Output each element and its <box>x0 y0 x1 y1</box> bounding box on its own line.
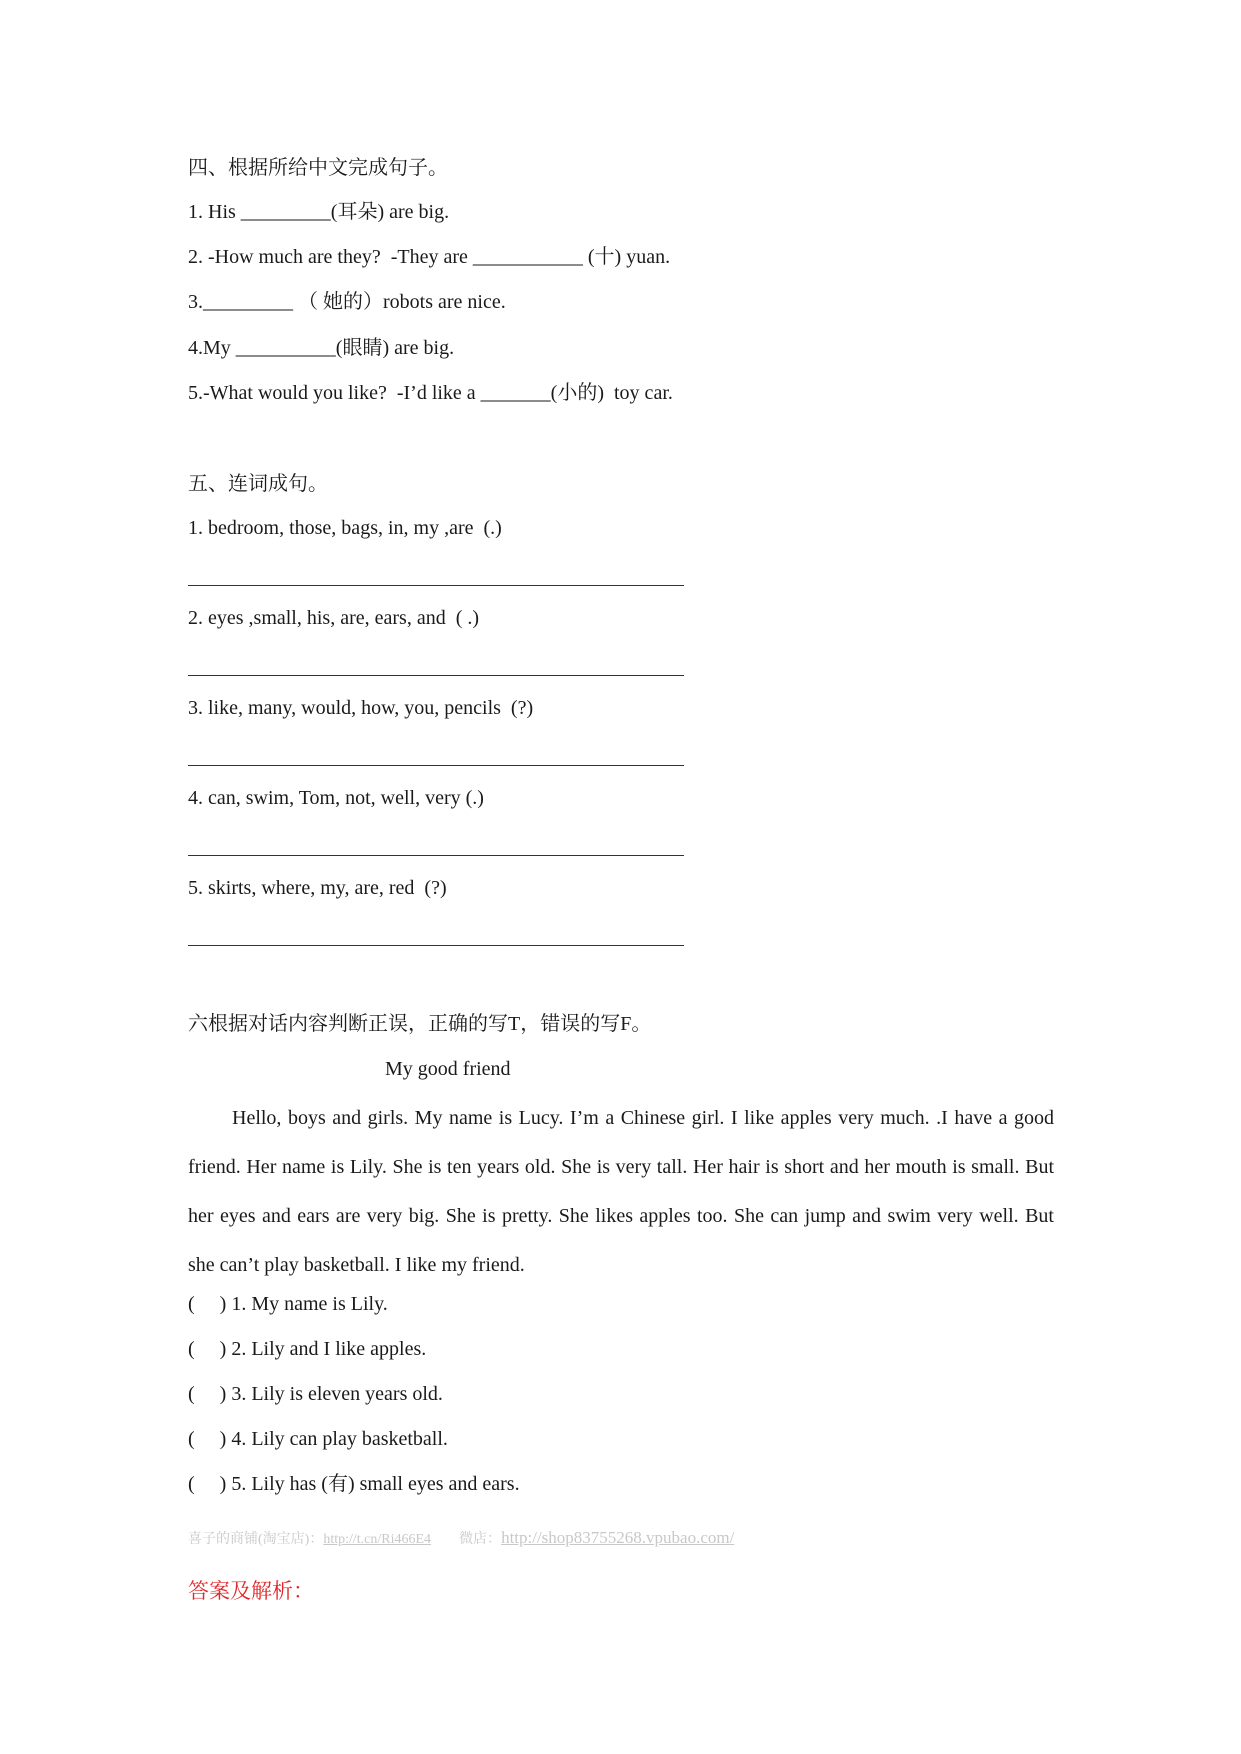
section5-item-1: 1. bedroom, those, bags, in, my ,are (.) <box>188 517 502 539</box>
section6-item-5: ( ) 5. Lily has (有) small eyes and ears. <box>188 1473 520 1495</box>
section6-item-3: ( ) 3. Lily is eleven years old. <box>188 1383 443 1405</box>
passage-text: Hello, boys and girls. My name is Lucy. I’m a Chinese girl. I like apples very much. .I have a good friend. Her name is Lily. She is ten years old. She is very tall. Her hair is short and her mouth is small. But her eyes and ears are very big. She is pretty. She likes apples too. She can jump and swim very well. But she can’t play basketball. I like my friend. <box>188 1107 1054 1276</box>
footer-spacer <box>431 1532 459 1547</box>
section5-item-2: 2. eyes ,small, his, are, ears, and ( .) <box>188 607 480 629</box>
section4-item-1: 1. His _________(耳朵) are big. <box>188 201 450 223</box>
section5-heading: 五、连词成句。 <box>188 473 328 495</box>
answers-heading: 答案及解析： <box>188 1579 314 1603</box>
section6-item-1: ( ) 1. My name is Lily. <box>188 1293 388 1315</box>
answer-line-4 <box>188 855 684 856</box>
wechat-label: 微店： <box>459 1532 502 1547</box>
watermark-footer <box>188 1529 734 1549</box>
section4-item-3: 3._________ （ 她的）robots are nice. <box>188 291 506 313</box>
section4-item-4: 4.My __________(眼睛) are big. <box>188 337 455 359</box>
passage-title: My good friend <box>385 1058 511 1080</box>
section4-item-2: 2. -How much are they? -They are ___________ (十) yuan. <box>188 246 671 268</box>
section6-heading: 六根据对话内容判断正误，正确的写T，错误的写F。 <box>188 1013 652 1035</box>
answer-line-5 <box>188 945 684 946</box>
shop-link[interactable]: http://t.cn/Ri466E4 <box>323 1532 432 1547</box>
section6-item-4: ( ) 4. Lily can play basketball. <box>188 1428 448 1450</box>
answer-line-3 <box>188 765 684 766</box>
answer-line-2 <box>188 675 684 676</box>
section5-item-3: 3. like, many, would, how, you, pencils (?) <box>188 697 534 719</box>
section4-item-5: 5.-What would you like? -I’d like a _______(小的) toy car. <box>188 382 673 404</box>
answer-line-1 <box>188 585 684 586</box>
wechat-link[interactable]: http://shop83755268.vpubao.com/ <box>501 1528 735 1547</box>
section4-heading: 四、根据所给中文完成句子。 <box>188 157 448 179</box>
section5-item-4: 4. can, swim, Tom, not, well, very (.) <box>188 787 484 809</box>
section6-item-2: ( ) 2. Lily and I like apples. <box>188 1338 427 1360</box>
section5-item-5: 5. skirts, where, my, are, red (?) <box>188 877 447 899</box>
shop-label: 喜子的商铺(淘宝店)： <box>188 1532 324 1547</box>
